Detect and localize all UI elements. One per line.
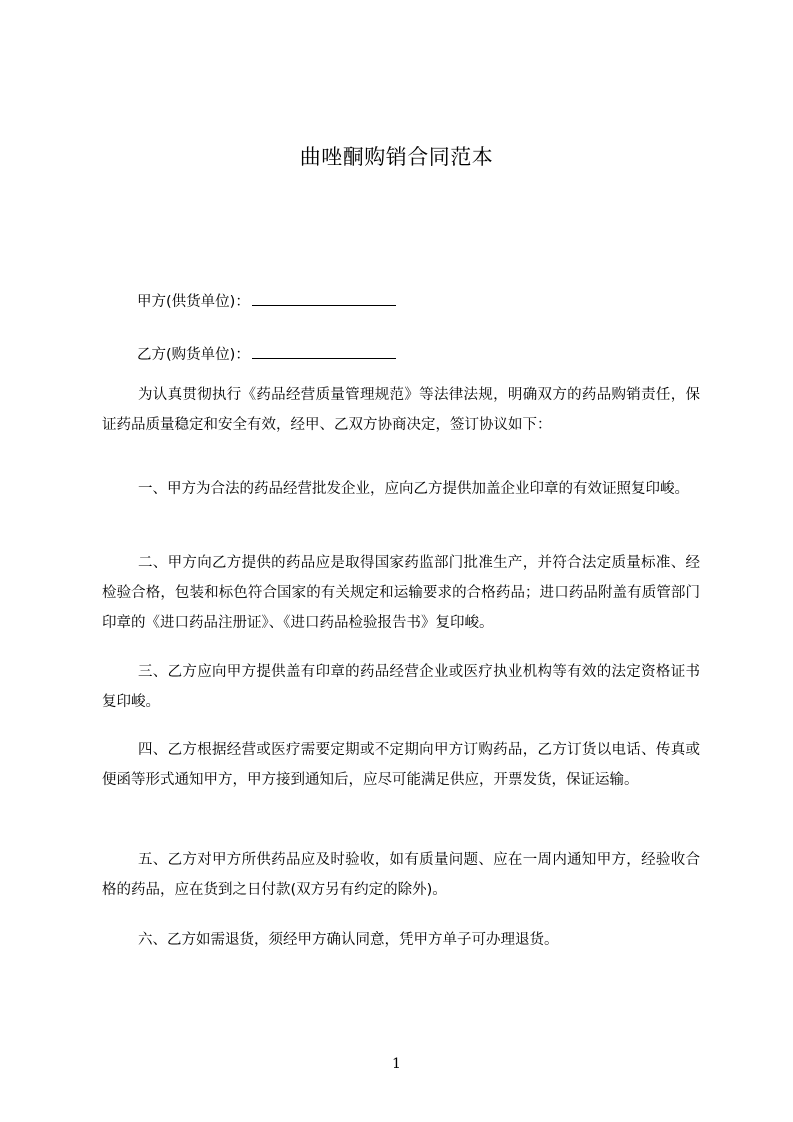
page-number: 1 (392, 1056, 401, 1072)
clause-4-paragraph: 四、乙方根据经营或医疗需要定期或不定期向甲方订购药品，乙方订货以电话、传真或便函等形式通知甲方，甲方接到通知后，应尽可能满足供应，开票发货，保证运输。 (102, 742, 700, 788)
document-title: 曲唑酮购销合同范本 (299, 145, 494, 169)
intro-paragraph: 为认真贯彻执行《药品经营质量管理规范》等法律法规，明确双方的药品购销责任，保证药品质量稳定和安全有效，经甲、乙双方协商决定，签订协议如下： (102, 387, 700, 433)
party-b-label: 乙方(购货单位)： (137, 347, 250, 363)
clause-3-paragraph: 三、乙方应向甲方提供盖有印章的药品经营企业或医疗执业机构等有效的法定资格证书复印峻。 (102, 664, 700, 710)
party-a-blank-line (252, 291, 396, 306)
clause-5-paragraph: 五、乙方对甲方所供药品应及时验收，如有质量问题、应在一周内通知甲方，经验收合格的药品，应在货到之日付款(双方另有约定的除外)。 (102, 852, 700, 898)
party-a-field (137, 291, 396, 312)
party-a-label: 甲方(供货单位)： (137, 294, 250, 310)
clause-1-paragraph: 一、甲方为合法的药品经营批发企业，应向乙方提供加盖企业印章的有效证照复印峻。 (138, 481, 689, 497)
clause-6-paragraph: 六、乙方如需退货，须经甲方确认同意，凭甲方单子可办理退货。 (138, 932, 559, 948)
party-b-blank-line (252, 344, 396, 359)
party-b-field (137, 344, 396, 365)
clause-2-paragraph: 二、甲方向乙方提供的药品应是取得国家药监部门批准生产，并符合法定质量标准、经检验合格，包装和标色符合国家的有关规定和运输要求的合格药品；进口药品附盖有质管部门印章的《进口药品注册证》、《进口药品检验报告书》复印峻。 (102, 555, 700, 631)
